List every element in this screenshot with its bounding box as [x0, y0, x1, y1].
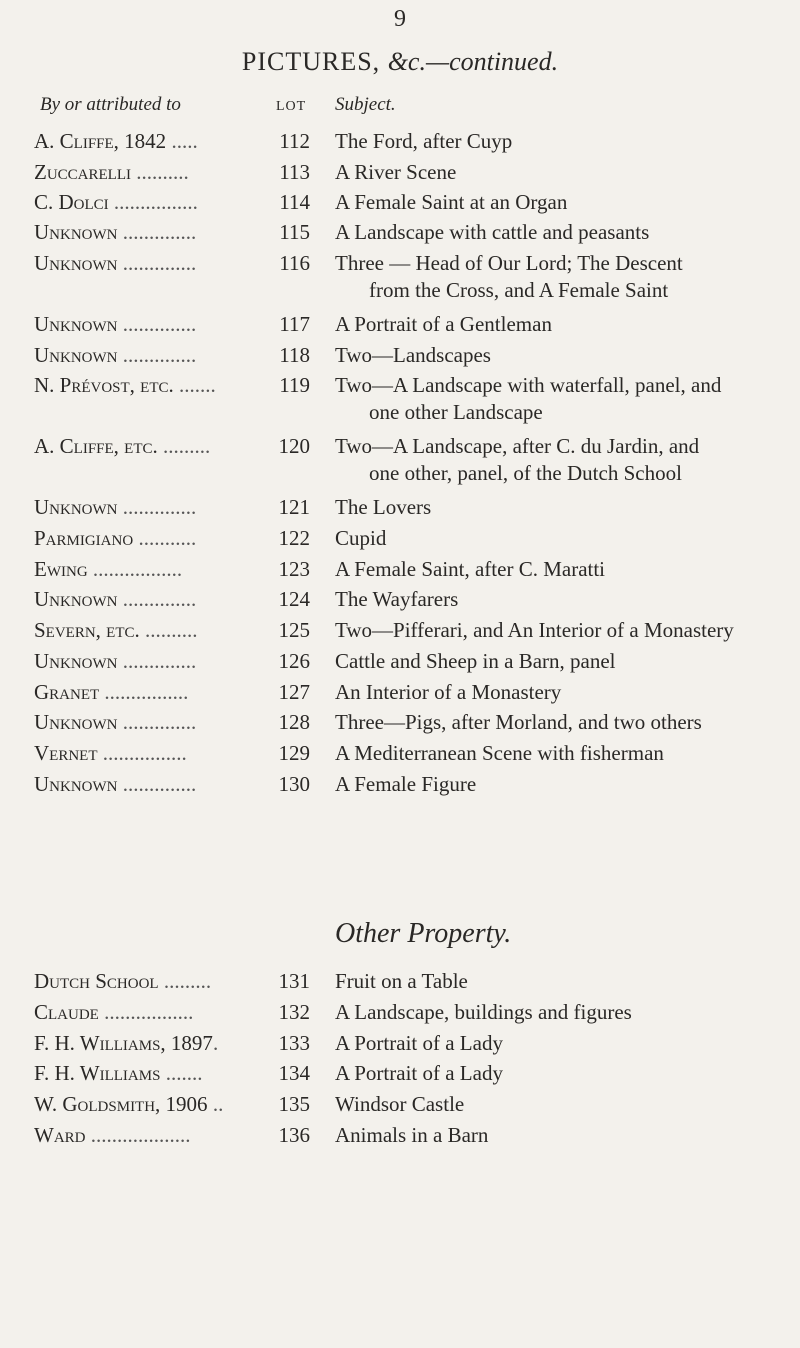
column-header-subject: Subject.	[335, 94, 396, 115]
leader-dots: .................	[98, 1000, 194, 1024]
lot-number: 128	[278, 710, 310, 734]
subject-line: Animals in a Barn	[335, 1123, 489, 1147]
leader-dots: ..............	[117, 495, 197, 519]
subject-line: one other, panel, of the Dutch School	[369, 461, 682, 485]
leader-dots: ...........	[133, 526, 197, 550]
subject-line: Cattle and Sheep in a Barn, panel	[335, 649, 616, 673]
subject-line: A Female Saint at an Organ	[335, 190, 568, 214]
subject-text	[335, 342, 783, 369]
section-title: Other Property.	[335, 918, 512, 949]
subject-text	[335, 617, 783, 644]
artist-text: Unknown	[34, 587, 118, 611]
subject-text	[335, 311, 783, 338]
artist-text: W. Goldsmith, 1906	[34, 1092, 208, 1116]
subject-line: A Mediterranean Scene with fisherman	[335, 741, 664, 765]
lot-number: 127	[278, 680, 310, 704]
artist-text: Granet	[34, 680, 100, 704]
artist-text: Unknown	[34, 710, 118, 734]
subject-text	[335, 1060, 783, 1087]
leader-dots: .	[212, 1031, 219, 1055]
artist-name	[34, 189, 286, 216]
artist-name	[34, 1122, 286, 1149]
lot-number: 121	[278, 495, 310, 519]
artist-name	[34, 999, 286, 1026]
subject-text	[335, 372, 783, 426]
artist-text: C. Dolci	[34, 190, 109, 214]
artist-name	[34, 1091, 286, 1118]
subject-text	[335, 586, 783, 613]
subject-text	[335, 968, 783, 995]
subject-line: one other Landscape	[369, 400, 543, 424]
artist-text: Unknown	[34, 772, 118, 796]
artist-text: Claude	[34, 1000, 99, 1024]
artist-name	[34, 648, 286, 675]
subject-line: Three — Head of Our Lord; The Descent	[335, 251, 683, 275]
lot-number: 129	[278, 741, 310, 765]
leader-dots: ..........	[131, 160, 189, 184]
subject-line: Two—A Landscape, after C. du Jardin, and	[335, 434, 700, 458]
lot-number: 119	[279, 373, 310, 397]
lot-number: 136	[278, 1123, 310, 1147]
artist-name	[34, 494, 286, 521]
artist-name	[34, 771, 286, 798]
artist-name	[34, 433, 286, 460]
leader-dots: ................	[99, 680, 189, 704]
subject-line: A Landscape, buildings and figures	[335, 1000, 632, 1024]
subject-line: Two—A Landscape with waterfall, panel, and	[335, 373, 722, 397]
subject-line: A River Scene	[335, 160, 457, 184]
subject-text	[335, 999, 783, 1026]
subject-line: A Portrait of a Lady	[335, 1031, 503, 1055]
heading-main: PICTURES,	[241, 47, 381, 76]
artist-text: Dutch School	[34, 969, 159, 993]
leader-dots: ................	[108, 190, 198, 214]
lot-number: 120	[278, 434, 310, 458]
lot-number: 122	[278, 526, 310, 550]
lot-number: 134	[278, 1061, 310, 1085]
artist-text: N. Prévost, etc.	[34, 373, 174, 397]
subject-text	[335, 250, 783, 304]
artist-text: Unknown	[34, 649, 118, 673]
subject-line: Windsor Castle	[335, 1092, 465, 1116]
lot-number: 126	[278, 649, 310, 673]
artist-text: F. H. Williams	[34, 1061, 161, 1085]
subject-text	[335, 679, 783, 706]
leader-dots: ..............	[117, 649, 197, 673]
lot-number: 124	[278, 587, 310, 611]
artist-text: Zuccarelli	[34, 160, 131, 184]
subject-text	[335, 648, 783, 675]
artist-name	[34, 709, 286, 736]
subject-text	[335, 525, 783, 552]
artist-name	[34, 1060, 286, 1087]
lot-number: 114	[279, 190, 310, 214]
subject-line: Cupid	[335, 526, 387, 550]
leader-dots: .......	[160, 1061, 203, 1085]
leader-dots: ..........	[139, 618, 198, 642]
artist-text: A. Cliffe, etc.	[34, 434, 158, 458]
leader-dots: ..	[207, 1092, 224, 1116]
lot-number: 125	[278, 618, 310, 642]
subject-text	[335, 1122, 783, 1149]
subject-text	[335, 159, 783, 186]
leader-dots: .........	[158, 969, 212, 993]
lot-number: 113	[279, 160, 310, 184]
leader-dots: ...................	[85, 1123, 191, 1147]
lot-number: 123	[278, 557, 310, 581]
artist-text: Unknown	[34, 251, 118, 275]
subject-line: The Ford, after Cuyp	[335, 129, 513, 153]
artist-text: Severn, etc.	[34, 618, 140, 642]
leader-dots: .....	[166, 129, 198, 153]
page-number: 9	[394, 6, 406, 32]
subject-line: A Female Saint, after C. Maratti	[335, 557, 606, 581]
subject-line: Fruit on a Table	[335, 969, 468, 993]
artist-name	[34, 311, 286, 338]
subject-line: The Wayfarers	[335, 587, 459, 611]
subject-text	[335, 433, 783, 487]
subject-text	[335, 128, 783, 155]
subject-line: A Landscape with cattle and peasants	[335, 220, 650, 244]
lot-number: 132	[278, 1000, 310, 1024]
artist-text: Ward	[34, 1123, 86, 1147]
artist-name	[34, 159, 286, 186]
lot-number: 118	[279, 343, 310, 367]
subject-line: Two—Landscapes	[335, 343, 491, 367]
leader-dots: ..............	[117, 343, 197, 367]
leader-dots: .................	[87, 557, 183, 581]
lot-number: 116	[279, 251, 310, 275]
leader-dots: ..............	[117, 772, 197, 796]
artist-name	[34, 740, 286, 767]
subject-line: A Female Figure	[335, 772, 477, 796]
artist-name	[34, 586, 286, 613]
artist-name	[34, 525, 286, 552]
subject-line: A Portrait of a Gentleman	[335, 312, 552, 336]
subject-line: Two—Pifferari, and An Interior of a Monastery	[335, 618, 734, 642]
leader-dots: ..............	[117, 587, 197, 611]
subject-line: Three—Pigs, after Morland, and two others	[335, 710, 702, 734]
artist-name	[34, 372, 286, 399]
subject-line: from the Cross, and A Female Saint	[369, 278, 669, 302]
lot-number: 131	[278, 969, 310, 993]
subject-text	[335, 219, 783, 246]
lot-number: 117	[279, 312, 310, 336]
leader-dots: ..............	[117, 312, 197, 336]
artist-text: A. Cliffe, 1842	[34, 129, 167, 153]
artist-name	[34, 679, 286, 706]
artist-name	[34, 250, 286, 277]
lot-number: 130	[278, 772, 310, 796]
artist-name	[34, 342, 286, 369]
subject-line: An Interior of a Monastery	[335, 680, 562, 704]
page-heading	[0, 47, 800, 77]
lot-number: 112	[279, 129, 310, 153]
artist-text: Ewing	[34, 557, 88, 581]
lot-number: 135	[278, 1092, 310, 1116]
subject-text	[335, 1091, 783, 1118]
artist-name	[34, 219, 286, 246]
subject-text	[335, 709, 783, 736]
heading-suffix: &c.—continued.	[387, 47, 559, 76]
column-header-artist: By or attributed to	[40, 94, 181, 115]
subject-text	[335, 556, 783, 583]
subject-line: A Portrait of a Lady	[335, 1061, 503, 1085]
subject-text	[335, 189, 783, 216]
artist-text: Unknown	[34, 495, 118, 519]
artist-text: Unknown	[34, 343, 118, 367]
artist-text: F. H. Williams, 1897	[34, 1031, 213, 1055]
artist-name	[34, 1030, 286, 1057]
subject-text	[335, 740, 783, 767]
lot-number: 133	[278, 1031, 310, 1055]
artist-text: Vernet	[34, 741, 98, 765]
leader-dots: .......	[173, 373, 216, 397]
leader-dots: .........	[157, 434, 211, 458]
subject-text	[335, 1030, 783, 1057]
artist-text: Unknown	[34, 312, 118, 336]
artist-name	[34, 968, 286, 995]
artist-text: Unknown	[34, 220, 118, 244]
artist-name	[34, 617, 286, 644]
artist-name	[34, 556, 286, 583]
leader-dots: ..............	[117, 710, 197, 734]
subject-line: The Lovers	[335, 495, 432, 519]
lot-number: 115	[279, 220, 310, 244]
leader-dots: ................	[97, 741, 187, 765]
leader-dots: ..............	[117, 220, 197, 244]
subject-text	[335, 771, 783, 798]
column-header-lot: LOT	[276, 99, 307, 114]
artist-text: Parmigiano	[34, 526, 134, 550]
artist-name	[34, 128, 286, 155]
leader-dots: ..............	[117, 251, 197, 275]
subject-text	[335, 494, 783, 521]
